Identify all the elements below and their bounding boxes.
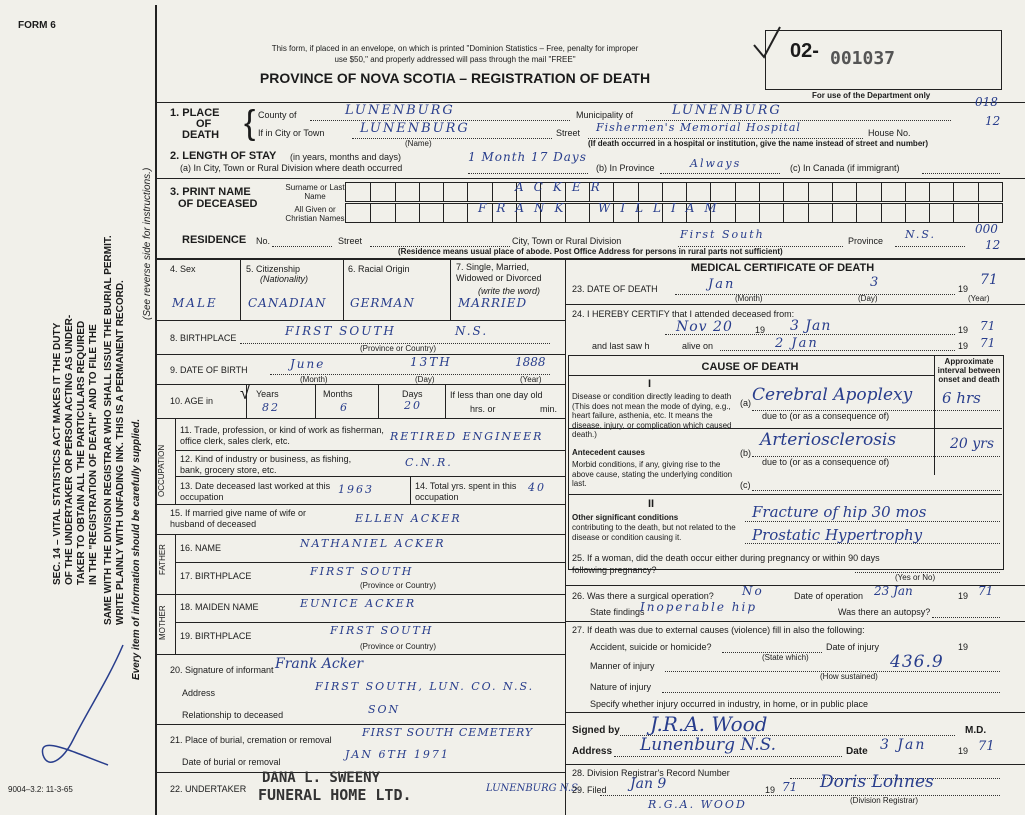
side-text-2: OF THE UNDERTAKER OR PERSON ACTING AS UNDER-	[64, 314, 75, 585]
cause-a-label: (a)	[740, 398, 751, 408]
side-text-4: IN THE "REGISTRATION OF DEATH" AND TO FILE THE	[88, 324, 99, 585]
signed-by-label: Signed by	[572, 725, 620, 736]
origin-value: GERMAN	[350, 296, 415, 310]
grid-cell-divider	[467, 204, 468, 222]
signed-year-prefix: 19	[958, 746, 969, 756]
grid-cell-divider	[978, 204, 979, 222]
age-days-label: Days	[402, 389, 423, 399]
other-condition-1: Fracture of hip 30 mos	[752, 503, 927, 521]
county-label: County of	[258, 110, 297, 120]
citizenship-label: 5. Citizenship	[246, 264, 301, 274]
registrar-signature: Doris Lohnes	[820, 772, 934, 792]
grid-cell-divider	[929, 183, 930, 201]
q26-date: 23 Jan	[874, 584, 913, 598]
mother-name: EUNICE ACKER	[300, 597, 417, 610]
grid-cell-divider	[419, 204, 420, 222]
footer-code: 9004–3.2: 11-3-65	[8, 785, 73, 794]
signed-address: Lunenburg N.S.	[640, 735, 777, 755]
dob-year: 1888	[515, 355, 546, 369]
alive-on: 2 Jan	[775, 336, 819, 351]
grid-cell-divider	[419, 183, 420, 201]
findings-label: State findings	[590, 607, 645, 617]
grid-cell-divider	[589, 204, 590, 222]
grid-cell-divider	[395, 183, 396, 201]
dod-year: 71	[980, 272, 998, 288]
dob-day-sub: (Day)	[415, 375, 435, 384]
autopsy-label: Was there an autopsy?	[838, 607, 931, 617]
trade-value: RETIRED ENGINEER	[390, 430, 544, 443]
findings-value: Inoperable hip	[640, 600, 758, 614]
grid-cell-divider	[929, 204, 930, 222]
attended-to: 3 Jan	[790, 318, 832, 334]
grid-cell-divider	[783, 183, 784, 201]
citizenship-sub: (Nationality)	[260, 274, 309, 284]
age-months-label: Months	[323, 389, 353, 399]
grid-cell-divider	[662, 183, 663, 201]
industry-label: 12. Kind of industry or business, as fishing, bank, grocery store, etc.	[180, 454, 352, 475]
grid-cell-divider	[759, 183, 760, 201]
stay-sub: (in years, months and days)	[290, 152, 402, 162]
place-label-3: DEATH	[182, 129, 220, 141]
cause-title: CAUSE OF DEATH	[701, 361, 799, 373]
form-title: PROVINCE OF NOVA SCOTIA – REGISTRATION OF DEATH	[259, 70, 651, 86]
q26-year: 71	[978, 584, 994, 598]
form-label: FORM 6	[18, 20, 56, 31]
brace: {	[244, 104, 256, 142]
grid-cell-divider	[395, 204, 396, 222]
how-sustained: (How sustained)	[820, 672, 878, 681]
spouse-label: 15. If married give name of wife or husband of deceased	[170, 508, 307, 529]
dod-day: 3	[870, 275, 881, 290]
industry-value: C.N.R.	[405, 456, 453, 469]
attended-19: 19	[755, 325, 766, 335]
grid-cell-divider	[686, 183, 687, 201]
undertaker-label: 22. UNDERTAKER	[170, 784, 247, 794]
margin-pen-stroke	[28, 640, 138, 780]
age-check: √	[240, 383, 250, 403]
street-value: Fishermen's Memorial Hospital	[596, 121, 801, 134]
state-which: (State which)	[762, 653, 809, 662]
age-label: 10. AGE in	[170, 396, 214, 406]
side-text-8: (See reverse side for instructions.)	[142, 167, 153, 320]
q27-label: 27. If death was due to external causes (violence) fill in also the following:	[572, 625, 865, 635]
dod-day-sub: (Day)	[858, 294, 878, 303]
age-years-label: Years	[256, 389, 279, 399]
grid-cell-divider	[832, 204, 833, 222]
form-left-border	[155, 5, 157, 815]
registrar-sub: (Division Registrar)	[850, 796, 919, 805]
father-name: NATHANIEL ACKER	[300, 537, 446, 550]
mother-bp-sub: (Province or Country)	[360, 642, 437, 651]
grid-cell-divider	[856, 183, 857, 201]
residence-street-label: Street	[338, 236, 363, 246]
signed-year: 71	[978, 739, 995, 754]
marital-sub: (write the word)	[478, 286, 541, 296]
grid-cell-divider	[953, 183, 954, 201]
direct-cause-label: Disease or condition directly leading to death (This does not mean the mode of dying, e.g., heart failure, asthenia, etc. It means the disease, injury, or complication which caused death.)	[572, 392, 732, 439]
grid-cell-divider	[638, 183, 639, 201]
signed-date-label: Date	[846, 746, 868, 757]
occupation-side: OCCUPATION	[157, 444, 166, 497]
burial-place: FIRST SOUTH CEMETERY	[362, 726, 534, 739]
dod-label: 23. DATE OF DEATH	[572, 284, 658, 294]
mother-bp-label: 19. BIRTHPLACE	[180, 631, 252, 641]
stay-a-value: 1 Month 17 Days	[468, 150, 587, 164]
grid-cell-divider	[905, 183, 906, 201]
grid-cell-divider	[370, 183, 371, 201]
medical-title: MEDICAL CERTIFICATE OF DEATH	[690, 262, 875, 274]
grid-cell-divider	[467, 183, 468, 201]
mother-bp: FIRST SOUTH	[330, 624, 434, 637]
father-side: FATHER	[158, 544, 167, 575]
total-years-label: 14. Total yrs. spent in this occupation	[415, 481, 517, 502]
grid-cell-divider	[881, 204, 882, 222]
house-label: House No.	[868, 128, 911, 138]
accident-label: Accident, suicide or homicide?	[590, 642, 712, 652]
name-label-2: OF DECEASED	[178, 198, 258, 210]
last-saw-label: and last saw h	[592, 341, 650, 351]
dept-code-county: 018	[975, 95, 998, 109]
grid-cell-divider	[443, 183, 444, 201]
alive-on-label: alive on	[682, 341, 714, 351]
marital-label: 7. Single, Married, Widowed or Divorced	[456, 262, 542, 283]
informant-signature: Frank Acker	[275, 656, 364, 672]
dod-year-prefix: 19	[958, 284, 969, 294]
grid-cell-divider	[759, 204, 760, 222]
nature-label: Nature of injury	[590, 682, 652, 692]
trade-label: 11. Trade, profession, or kind of work as fisherman, office clerk, sales clerk, etc.	[180, 425, 384, 446]
due-to-a: due to (or as a consequence of)	[762, 411, 890, 421]
stay-b-label: (b) In Province	[596, 163, 655, 173]
filed-date: Jan 9	[630, 776, 667, 792]
q26-label: 26. Was there a surgical operation?	[572, 591, 714, 601]
grid-cell-divider	[808, 204, 809, 222]
dob-label: 9. DATE OF BIRTH	[170, 365, 248, 375]
dob-month-sub: (Month)	[300, 375, 328, 384]
grid-cell-divider	[881, 183, 882, 201]
grid-cell-divider	[953, 204, 954, 222]
side-text-5: SAME WITH THE DIVISION REGISTRAR WHO SHALL ISSUE THE BURIAL PERMIT.	[103, 235, 114, 625]
surname-value: ACKER	[515, 180, 610, 194]
age-years: 82	[262, 401, 280, 414]
informant-address-label: Address	[182, 688, 216, 698]
q29-label: 29. Filed	[572, 785, 607, 795]
reg-prefix: 02-	[790, 40, 819, 62]
side-text-7: Every item of information should be carefully supplied.	[131, 418, 142, 680]
stay-b-value: Always	[690, 157, 742, 170]
dob-day: 13TH	[410, 355, 452, 369]
birthplace-value: FIRST SOUTH	[285, 324, 396, 338]
burial-place-label: 21. Place of burial, cremation or removal	[170, 735, 332, 745]
undertaker-stamp-2: FUNERAL HOME LTD.	[258, 786, 412, 804]
cause-b: Arteriosclerosis	[760, 430, 897, 450]
dob-year-sub: (Year)	[520, 375, 542, 384]
cause-a: Cerebral Apoplexy	[752, 385, 913, 405]
grid-cell-divider	[735, 204, 736, 222]
residence-province-label: Province	[848, 236, 884, 246]
side-text-3: TAKER TO OBTAIN ALL THE PARTICULARS REQUIRED	[76, 320, 87, 585]
lt-label: If less than one day old	[450, 390, 543, 400]
name-sublabel: (Name)	[405, 139, 432, 148]
side-text-1: SEC. 14 – VITAL STATISTICS ACT MAKES IT THE DUTY	[52, 322, 63, 585]
q26-year-prefix: 19	[958, 591, 969, 601]
informant-sig-label: 20. Signature of informant	[170, 665, 274, 675]
interval-label: Approximate interval between onset and death	[937, 357, 1001, 384]
grid-cell-divider	[735, 183, 736, 201]
last-worked-label: 13. Date deceased last worked at this occupation	[180, 481, 331, 502]
cause-b-label: (b)	[740, 448, 751, 458]
sex-label: 4. Sex	[170, 264, 196, 274]
stay-a-label: (a) In City, Town or Rural Division where death occurred	[180, 163, 403, 173]
residence-no-label: No.	[256, 236, 271, 246]
date-injury-year: 19	[958, 642, 969, 652]
antecedent-sub: Morbid conditions, if any, giving rise to the above cause, stating the underlying condition last.	[572, 460, 733, 488]
specify-label: Specify whether injury occurred in industry, in home, or in public place	[590, 699, 868, 709]
cause-c-label: (c)	[740, 480, 751, 490]
signed-date: 3 Jan	[880, 737, 927, 753]
attended-year: 71	[980, 319, 996, 333]
attended-year-prefix: 19	[958, 325, 969, 335]
burial-date: JAN 6TH 1971	[345, 748, 450, 761]
signed-address-label: Address	[572, 746, 613, 757]
q26-date-label: Date of operation	[794, 591, 864, 601]
name-label-1: 3. PRINT NAME	[170, 186, 251, 198]
grid-cell-divider	[443, 204, 444, 222]
residence-division: First South	[680, 228, 765, 241]
place-note: (If death occurred in a hospital or institution, give the name instead of street and number)	[588, 139, 929, 148]
other-sub: contributing to the death, but not related to the disease or condition causing it.	[572, 523, 736, 542]
father-bp-sub: (Province or Country)	[360, 581, 437, 590]
md-label: M.D.	[965, 725, 987, 736]
notice-line2: use $50," and properly addressed will pass through the mail "FREE"	[334, 55, 576, 64]
father-name-label: 16. NAME	[180, 543, 222, 553]
reg-number: 001037	[830, 48, 896, 69]
undertaker-stamp-1: DANA L. SWEENY	[262, 770, 381, 786]
grid-cell-divider	[613, 183, 614, 201]
place-label-1: 1. PLACE	[170, 107, 220, 119]
date-injury-label: Date of injury	[826, 642, 880, 652]
grid-cell-divider	[978, 183, 979, 201]
dept-code-municipality: 12	[985, 114, 1001, 128]
grid-cell-divider	[710, 183, 711, 201]
birthplace-label: 8. BIRTHPLACE	[170, 333, 237, 343]
residence-province: N.S.	[905, 228, 937, 241]
cause-I: I	[648, 378, 652, 390]
municipality-value: LUNENBURG	[672, 103, 782, 118]
due-to-b: due to (or as a consequence of)	[762, 457, 890, 467]
last-worked-value: 1963	[338, 483, 374, 496]
side-text-6: WRITE PLAINLY WITH UNFADING INK. THIS IS A PERMANENT RECORD.	[115, 280, 126, 625]
father-bp: FIRST SOUTH	[310, 565, 414, 578]
cause-II: II	[648, 498, 655, 510]
other-condition-2: Prostatic Hypertrophy	[752, 526, 923, 544]
dob-month: June	[290, 357, 326, 371]
sex-value: MALE	[172, 296, 218, 310]
given-name-1: FRANK	[478, 201, 574, 215]
check-stroke	[752, 25, 782, 65]
mother-name-label: 18. MAIDEN NAME	[180, 602, 259, 612]
county-value: LUNENBURG	[345, 103, 455, 118]
grid-cell-divider	[370, 204, 371, 222]
undertaker-place: LUNENBURG N.S.	[486, 783, 581, 794]
informant-address: FIRST SOUTH, LUN. CO. N.S.	[315, 680, 535, 693]
certify-label: 24. I HEREBY CERTIFY that I attended deceased from:	[572, 309, 795, 319]
q26-value: No	[742, 584, 764, 598]
grid-cell-divider	[832, 183, 833, 201]
q25-sub: (Yes or No)	[895, 573, 936, 582]
given-name-2: WILLIAM	[598, 201, 727, 215]
citizenship-value: CANADIAN	[248, 296, 327, 310]
dod-year-sub: (Year)	[968, 294, 990, 303]
residence-label: RESIDENCE	[182, 234, 247, 246]
city-label: If in City or Town	[258, 128, 325, 138]
wood-name: R.G.A. WOOD	[648, 798, 747, 811]
q25-label: 25. If a woman, did the death occur either during pregnancy or within 90 days following pregnancy?	[572, 553, 880, 575]
filed-year-prefix: 19	[765, 785, 776, 795]
surname-label: Surname or Last Name	[285, 183, 345, 201]
physician-signature: J.R.A. Wood	[650, 712, 768, 736]
antecedent-label: Antecedent causes	[572, 448, 645, 457]
dept-code-res1: 000	[975, 222, 998, 236]
alive-year: 71	[980, 336, 996, 350]
attended-from: Nov 20	[676, 319, 733, 335]
dept-use-label: For use of the Department only	[812, 91, 931, 100]
age-months: 6	[340, 401, 349, 414]
grid-cell-divider	[808, 183, 809, 201]
dod-month: Jan	[708, 277, 736, 292]
grid-cell-divider	[492, 183, 493, 201]
municipality-label: Municipality of	[576, 110, 634, 120]
father-bp-label: 17. BIRTHPLACE	[180, 571, 252, 581]
lt-min: min.	[540, 404, 558, 414]
other-label: Other significant conditions	[572, 513, 679, 522]
cause-b-interval: 20 yrs	[950, 436, 995, 452]
grid-cell-divider	[783, 204, 784, 222]
relationship-label: Relationship to deceased	[182, 710, 284, 720]
given-label: All Given or Christian Names	[285, 205, 345, 223]
marital-value: MARRIED	[458, 296, 528, 310]
dod-month-sub: (Month)	[735, 294, 763, 303]
stay-label: 2. LENGTH OF STAY	[170, 150, 277, 162]
city-value: LUNENBURG	[360, 121, 470, 136]
place-label-2: OF	[196, 118, 212, 130]
residence-note: (Residence means usual place of abode. Post Office Address for persons in rural parts not sufficient)	[398, 247, 783, 256]
birthplace-sub: (Province or Country)	[360, 344, 437, 353]
surname-grid[interactable]	[345, 182, 1003, 202]
mother-side: MOTHER	[158, 605, 167, 640]
total-years-value: 40	[528, 481, 546, 494]
manner-label: Manner of injury	[590, 661, 655, 671]
lt-hrs: hrs. or	[470, 404, 496, 414]
cause-a-interval: 6 hrs	[942, 389, 981, 407]
q28-label: 28. Division Registrar's Record Number	[572, 768, 730, 778]
grid-cell-divider	[856, 204, 857, 222]
street-label: Street	[556, 128, 581, 138]
origin-label: 6. Racial Origin	[348, 264, 410, 274]
age-days: 20	[404, 399, 422, 412]
burial-date-label: Date of burial or removal	[182, 757, 281, 767]
alive-year-prefix: 19	[958, 341, 969, 351]
residence-division-label: City, Town or Rural Division	[512, 236, 622, 246]
spouse-value: ELLEN ACKER	[355, 512, 462, 525]
dept-code-res2: 12	[985, 238, 1001, 252]
grid-cell-divider	[905, 204, 906, 222]
notice-line1: This form, if placed in an envelope, on which is printed "Dominion Statistics – Free, penalty for improper	[271, 44, 639, 53]
birthplace-prov: N.S.	[455, 324, 489, 338]
stay-c-label: (c) In Canada (if immigrant)	[790, 163, 900, 173]
classification-code: 436.9	[890, 652, 944, 672]
filed-year: 71	[782, 780, 798, 794]
relationship-value: SON	[368, 703, 401, 716]
